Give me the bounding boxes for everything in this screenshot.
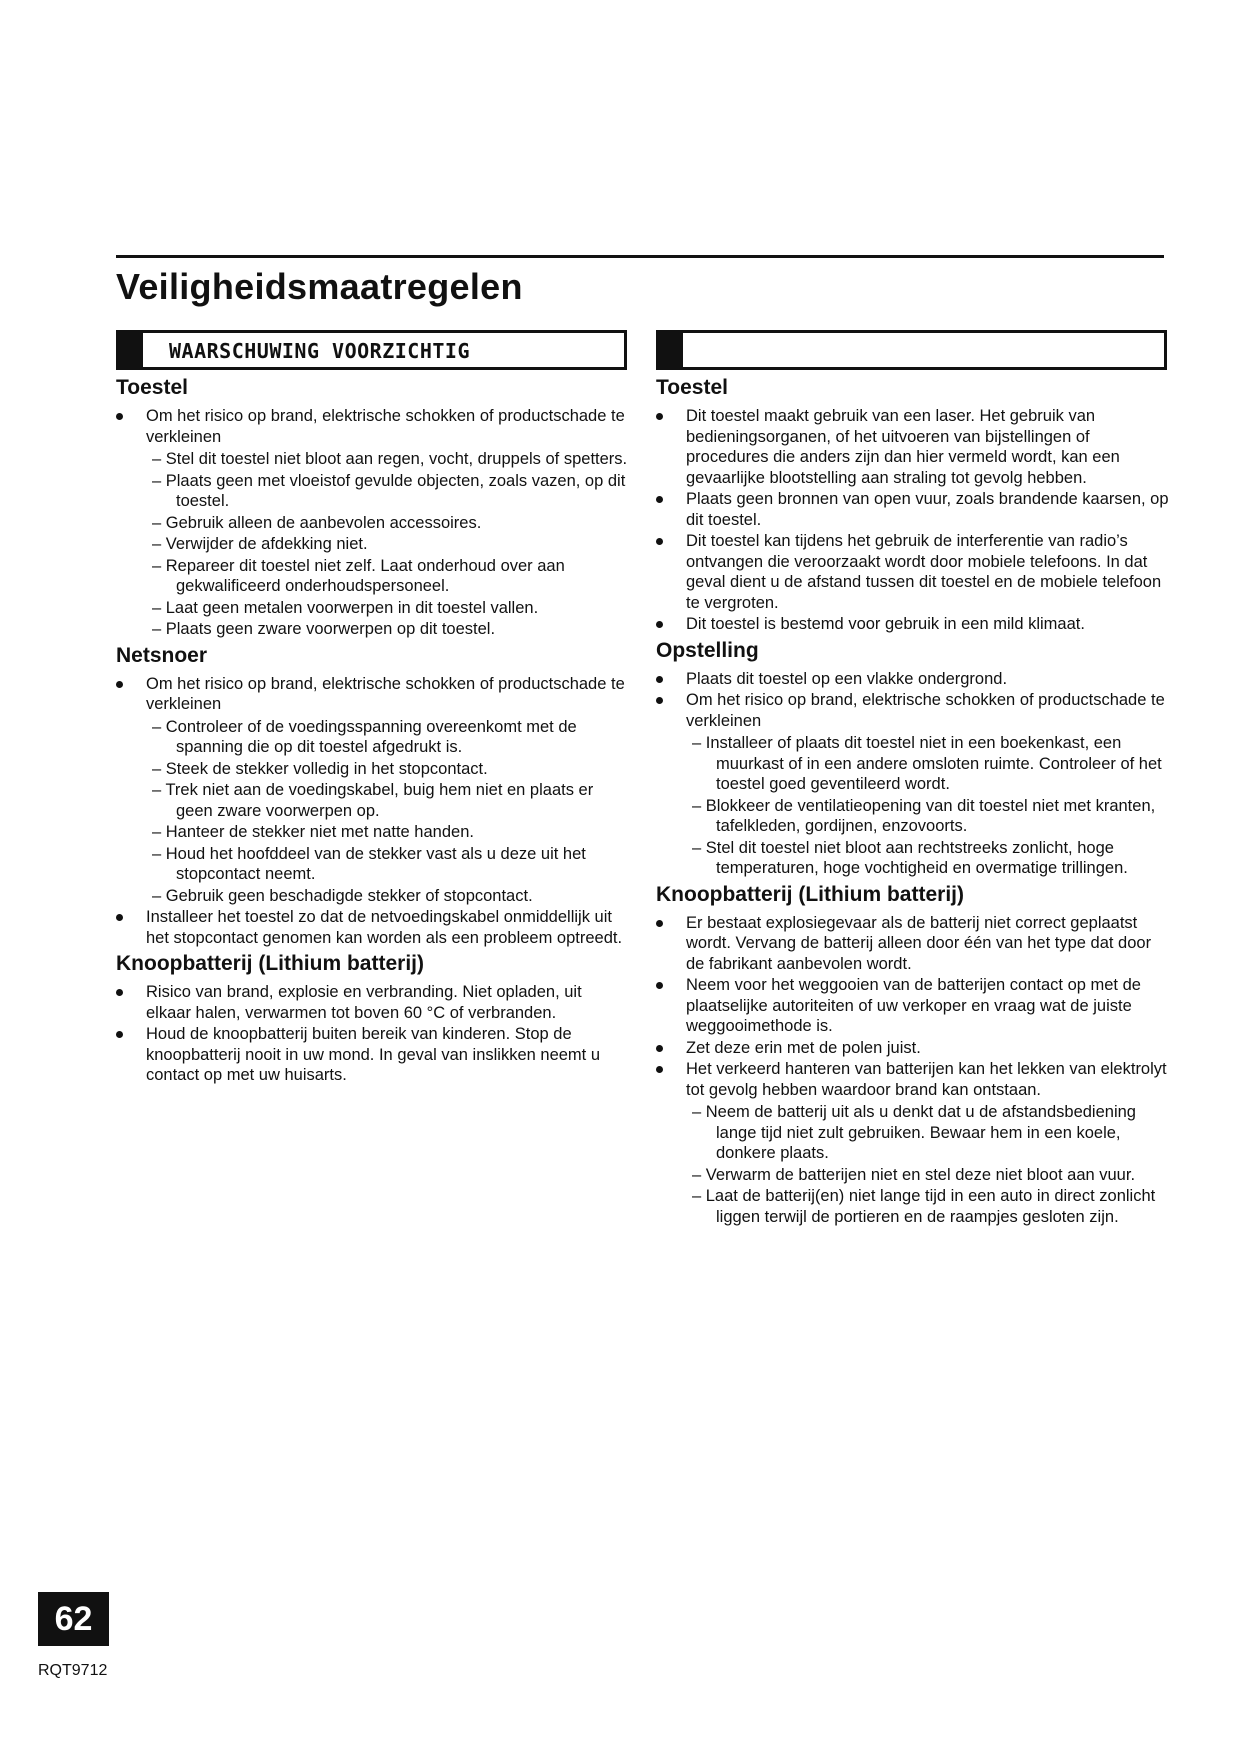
dash-item: – Controleer of de voedingsspanning overeenkomt met de spanning die op dit toestel afgedrukt is. <box>152 717 577 756</box>
bullet-dot-icon <box>656 538 663 545</box>
bullet-item <box>116 674 630 907</box>
bullet-dot-icon <box>116 1031 123 1038</box>
bullet-item <box>116 406 630 640</box>
bullet-item <box>656 1059 1170 1227</box>
bullet-text: Dit toestel kan tijdens het gebruik de interferentie van radio’s ontvangen die veroorzaakt wordt door mobiele telefoons. In dat geval dient u de afstand tussen dit toestel en de mobiele telefoon te vergroten. <box>686 532 1162 612</box>
bullet-text: Plaats dit toestel op een vlakke ondergrond. <box>686 669 1008 688</box>
bullet-dot-icon <box>656 413 663 420</box>
dash-item: – Plaats geen zware voorwerpen op dit toestel. <box>152 620 496 638</box>
bullet-text: Om het risico op brand, elektrische schokken of productschade te verkleinen <box>686 691 1165 730</box>
bullet-dot-icon <box>656 697 663 704</box>
dash-item: – Verwarm de batterijen niet en stel deze niet bloot aan vuur. <box>692 1165 1136 1184</box>
bullet-dot-icon <box>656 676 663 683</box>
dash-list <box>676 733 1170 879</box>
dash-item: – Trek niet aan de voedingskabel, buig hem niet en plaats er geen zware voorwerpen op. <box>152 781 594 820</box>
bullet-dot-icon <box>656 621 663 628</box>
bullet-item <box>656 913 1170 975</box>
right-column <box>656 330 1170 1231</box>
section-heading: Knoopbatterij (Lithium batterij) <box>116 952 424 975</box>
bullet-text: Neem voor het weggooien van de batterijen contact op met de plaatselijke autoriteiten of uw verkoper en vraag wat de juiste weggooimethode is. <box>686 976 1141 1035</box>
page-title: Veiligheidsmaatregelen <box>116 266 523 307</box>
bullet-item <box>656 669 1170 690</box>
bullet-list <box>656 913 1170 1228</box>
bullet-text: Installeer het toestel zo dat de netvoedingskabel onmiddellijk uit het stopcontact genomen kan worden als een probleem optreedt. <box>146 908 623 947</box>
dash-list <box>136 717 630 907</box>
bullet-text: Zet deze erin met de polen juist. <box>686 1038 921 1057</box>
dash-item: – Installeer of plaats dit toestel niet in een boekenkast, een muurkast of in een andere omsloten ruimte. Controleer of het toestel goed geventileerd wordt. <box>692 734 1162 793</box>
document-code: RQT9712 <box>38 1662 108 1679</box>
bullet-item <box>656 489 1170 530</box>
bullet-text: Houd de knoopbatterij buiten bereik van kinderen. Stop de knoopbatterij nooit in uw mond. In geval van inslikken neemt u contact op met uw huisarts. <box>146 1025 601 1084</box>
bullet-item <box>656 975 1170 1037</box>
left-column <box>116 330 630 1090</box>
bullet-list <box>656 669 1170 879</box>
bullet-dot-icon <box>656 920 663 927</box>
bullet-dot-icon <box>656 496 663 503</box>
bullet-list <box>116 674 630 949</box>
bullet-item <box>116 907 630 948</box>
top-rule <box>116 255 1164 258</box>
dash-item: – Houd het hoofddeel van de stekker vast als u deze uit het stopcontact neemt. <box>152 844 586 883</box>
section-heading: Toestel <box>116 376 188 399</box>
dash-item: – Stel dit toestel niet bloot aan rechtstreeks zonlicht, hoge temperaturen, hoge vochtigheid en overmatige trillingen. <box>692 838 1128 877</box>
dash-item: – Blokkeer de ventilatieopening van dit toestel niet met kranten, tafelkleden, gordijnen, enzovoorts. <box>692 796 1156 835</box>
bullet-item <box>656 531 1170 613</box>
bullet-item <box>116 982 630 1023</box>
bullet-item <box>656 614 1170 635</box>
bullet-list <box>656 406 1170 635</box>
bullet-text: Het verkeerd hanteren van batterijen kan het lekken van elektrolyt tot gevolg hebben waardoor brand kan ontstaan. <box>686 1060 1167 1099</box>
dash-item: – Laat de batterij(en) niet lange tijd in een auto in direct zonlicht liggen terwijl de portieren en de raampjes gesloten zijn. <box>692 1187 1156 1226</box>
dash-item: – Laat geen metalen voorwerpen in dit toestel vallen. <box>152 598 539 617</box>
section-heading: Knoopbatterij (Lithium batterij) <box>656 882 964 906</box>
bullet-text: Om het risico op brand, elektrische schokken of productschade te verkleinen <box>146 407 625 446</box>
warning-banner-label: WAARSCHUWING VOORZICHTIG <box>169 339 470 363</box>
bullet-dot-icon <box>656 1045 663 1052</box>
bullet-text: Dit toestel is bestemd voor gebruik in een mild klimaat. <box>686 615 1085 633</box>
dash-item: – Gebruik alleen de aanbevolen accessoires. <box>152 513 482 532</box>
bullet-item <box>656 406 1170 488</box>
bullet-dot-icon <box>116 914 123 921</box>
bullet-text: Om het risico op brand, elektrische schokken of productschade te verkleinen <box>146 674 625 713</box>
dash-list <box>136 449 630 640</box>
caution-banner <box>656 330 1167 370</box>
dash-item: – Stel dit toestel niet bloot aan regen, vocht, druppels of spetters. <box>152 450 628 468</box>
section-heading: Opstelling <box>656 638 759 662</box>
dash-item: – Repareer dit toestel niet zelf. Laat onderhoud over aan gekwalificeerd onderhoudspersoneel. <box>152 556 565 595</box>
banner-bar <box>659 333 683 367</box>
page-number: 62 <box>38 1592 109 1646</box>
section-heading: Netsnoer <box>116 643 208 667</box>
bullet-text: Risico van brand, explosie en verbranding. Niet opladen, uit elkaar halen, verwarmen tot boven 60 °C of verbranden. <box>146 983 582 1022</box>
bullet-dot-icon <box>116 989 123 996</box>
bullet-text: Dit toestel maakt gebruik van een laser. Het gebruik van bedieningsorganen, of het uitvoeren van bijstellingen of procedures die anders zijn dan hier vermeld wordt, kan een gevaarlijke blootstelling aan straling tot gevolg hebben. <box>686 407 1120 487</box>
bullet-list <box>116 406 630 640</box>
bullet-dot-icon <box>656 1066 663 1073</box>
bullet-dot-icon <box>116 681 123 688</box>
dash-list <box>676 1102 1170 1227</box>
bullet-text: Er bestaat explosiegevaar als de batterij niet correct geplaatst wordt. Vervang de batterij alleen door één van het type dat door de fabrikant aanbevolen wordt. <box>686 913 1152 973</box>
dash-item: – Neem de batterij uit als u denkt dat u de afstandsbediening lange tijd niet zult gebruiken. Bewaar hem in een koele, donkere plaats. <box>692 1103 1136 1162</box>
warning-banner <box>116 330 627 370</box>
dash-item: – Hanteer de stekker niet met natte handen. <box>152 823 474 841</box>
bullet-list <box>116 982 630 1086</box>
dash-item: – Verwijder de afdekking niet. <box>152 535 368 553</box>
bullet-dot-icon <box>656 982 663 989</box>
dash-item: – Plaats geen met vloeistof gevulde objecten, zoals vazen, op dit toestel. <box>152 471 626 510</box>
banner-bar <box>119 333 143 367</box>
bullet-dot-icon <box>116 413 123 420</box>
dash-item: – Steek de stekker volledig in het stopcontact. <box>152 759 488 778</box>
section-heading: Toestel <box>656 376 728 399</box>
bullet-item <box>656 690 1170 879</box>
dash-item: – Gebruik geen beschadigde stekker of stopcontact. <box>152 886 533 905</box>
right-sections <box>656 376 1170 1227</box>
left-sections <box>116 376 630 1086</box>
bullet-text: Plaats geen bronnen van open vuur, zoals brandende kaarsen, op dit toestel. <box>686 490 1169 529</box>
bullet-item <box>656 1038 1170 1059</box>
bullet-item <box>116 1024 630 1086</box>
